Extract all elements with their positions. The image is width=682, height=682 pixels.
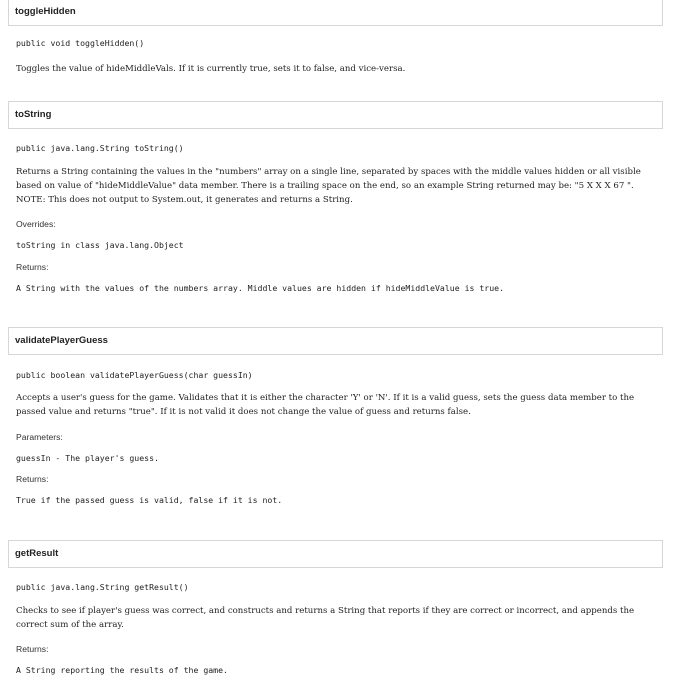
- method-signature: public java.lang.String getResult(): [16, 582, 189, 592]
- method-get-result: [8, 540, 663, 680]
- method-validate-player-guess: [8, 327, 663, 517]
- parameters-label: Parameters:: [16, 432, 63, 442]
- returns-value: A String reporting the results of the game.: [16, 665, 228, 675]
- method-signature: public void toggleHidden(): [16, 38, 145, 48]
- parameters-value: guessIn - The player's guess.: [16, 453, 159, 463]
- method-description: Returns a String containing the values in the "numbers" array on a single line, separated by spaces with the middle values hidden or all visible based on value of "hideMiddleValue" data member. There is a trailing space on the end, so an example String returned may be: "5 X X X 67 ". NOTE: This does not output to System.out, it generates and returns a String.: [16, 167, 641, 205]
- method-name-header: getResult: [8, 540, 663, 568]
- returns-label: Returns:: [16, 474, 49, 484]
- overrides-value: toString in class java.lang.Object: [16, 240, 184, 250]
- method-signature: public boolean validatePlayerGuess(char guessIn): [16, 370, 253, 380]
- method-name-header: toggleHidden: [8, 0, 663, 26]
- returns-value: A String with the values of the numbers array. Middle values are hidden if hideMiddleValue is true.: [16, 283, 504, 293]
- method-description: Checks to see if player's guess was correct, and constructs and returns a String that reports if they are correct or incorrect, and appends the correct sum of the array.: [16, 606, 635, 630]
- method-to-string: [8, 101, 663, 301]
- method-description: Toggles the value of hideMiddleVals. If it is currently true, sets it to false, and vice-versa.: [16, 64, 406, 74]
- returns-label: Returns:: [16, 644, 49, 654]
- method-toggle-hidden: [8, 0, 663, 88]
- method-description: Accepts a user's guess for the game. Validates that it is either the character 'Y' or 'N'. If it is a valid guess, sets the guess data member to the passed value and returns "true". If it is not valid it does not change the value of guess and returns false.: [16, 393, 635, 417]
- returns-label: Returns:: [16, 262, 49, 272]
- method-signature: public java.lang.String toString(): [16, 143, 184, 153]
- method-name-header: validatePlayerGuess: [8, 327, 663, 355]
- returns-value: True if the passed guess is valid, false if it is not.: [16, 495, 283, 505]
- method-name-header: toString: [8, 101, 663, 129]
- overrides-label: Overrides:: [16, 219, 56, 229]
